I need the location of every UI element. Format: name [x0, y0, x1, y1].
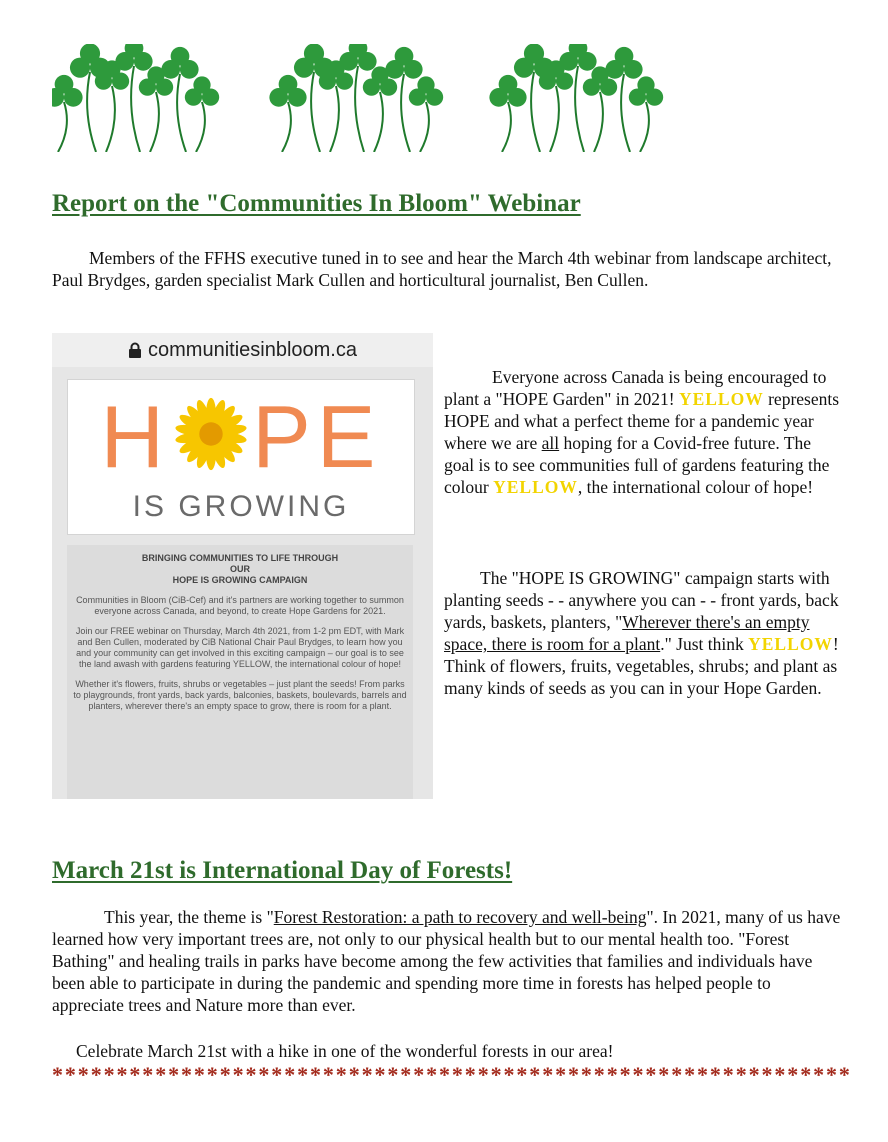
is-growing-text: IS GROWING [132, 490, 350, 523]
clover-banner [52, 44, 704, 152]
celebrate-paragraph: Celebrate March 21st with a hike in one of the wonderful forests in our area! [76, 1041, 614, 1061]
webinar-intro-paragraph: Members of the FFHS executive tuned in to see and hear the March 4th webinar from landscape architect, Paul Brydges, garden specialist Mark Cullen and horticultural journalist, Ben Cullen. [52, 248, 832, 290]
poster-text-box [67, 545, 413, 799]
hope-logo [67, 379, 415, 535]
hope-garden-paragraph: Everyone across Canada is being encouraged to plant a "HOPE Garden" in 2021! YELLOW represents HOPE and what a perfect theme for a pandemic year where we are all hoping for a Covid-free future. The goal is to see communities full of gardens featuring the colour YELLOW, the international colour of hope! [444, 367, 840, 497]
hope-word: H PE [100, 387, 382, 486]
hope-growing-campaign-paragraph: The "HOPE IS GROWING" campaign starts with planting seeds - - anywhere you can - - front yards, back yards, baskets, planters, "Wherever there's an empty space, there is room for a plant." Just think YELLOW! Think of flowers, fruits, vegetables, shrubs; and plant as many kinds of seeds as you can in your Hope Garden. [444, 568, 839, 698]
section-heading-webinar: Report on the "Communities In Bloom" Webinar [52, 190, 581, 217]
yellow-highlight: YELLOW [493, 477, 578, 497]
poster-paragraph: Join our FREE webinar on Thursday, March 4th 2021, from 1-2 pm EDT, with Mark and Ben Cullen, moderated by CiB National Chair Paul Brydges, to learn how you and your community can get involved in this exciting campaign – our goal is to see the land awash with gardens featuring YELLOW, the international colour of hope! [75, 626, 405, 669]
daisy-icon [172, 395, 250, 473]
poster-paragraph: Whether it's flowers, fruits, shrubs or vegetables – just plant the seeds! From parks to playgrounds, front yards, back yards, balconies, baskets, boulevards, barrels and planters, wherever there's an empty space to grow, there is room for a plant. [73, 679, 407, 711]
star-divider: ************************************************************** [52, 1062, 852, 1087]
url-text: communitiesinbloom.ca [148, 338, 357, 361]
url-bar [52, 333, 433, 367]
shamrock-icon [52, 44, 219, 152]
lock-icon [128, 342, 142, 358]
forest-theme: Forest Restoration: a path to recovery and well-being [273, 907, 647, 927]
shamrock-icon [489, 44, 663, 152]
yellow-highlight: YELLOW [748, 634, 833, 654]
section-heading-forests: March 21st is International Day of Forests! [52, 857, 513, 884]
hope-is-growing-poster [52, 333, 433, 799]
yellow-highlight: YELLOW [678, 389, 764, 409]
poster-title: BRINGING COMMUNITIES TO LIFE THROUGH OUR HOPE IS GROWING CAMPAIGN [141, 553, 339, 585]
empty-space-quote: Wherever there's an empty space, there is room for a plant [444, 612, 810, 654]
shamrock-icon [269, 44, 443, 152]
forests-paragraph: This year, the theme is "Forest Restoration: a path to recovery and well-being". In 2021, many of us have learned how very important trees are, not only to our physical health but to our mental health too. "Forest Bathing" and healing trails in parks have become among the few activities that families and individuals have been able to participate in during the pandemic and spending more time in forests has helped people to appreciate trees and Nature more than ever. [52, 907, 841, 1015]
poster-paragraph: Communities in Bloom (CiB-Cef) and it's partners are working together to summon everyone across Canada, and beyond, to create Hope Gardens for 2021. [76, 595, 404, 616]
